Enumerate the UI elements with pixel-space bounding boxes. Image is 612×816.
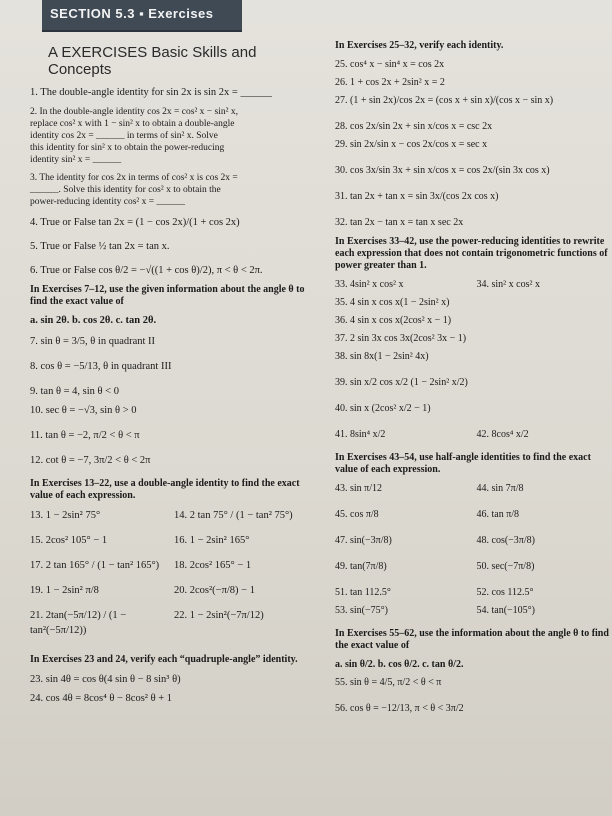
exercise-2-line: identity cos 2x = ______ in terms of sin² x. Solve: [30, 131, 218, 141]
exercise-6: 6. True or False cos θ/2 = −√((1 + cos θ)/2), π < θ < 2π.: [30, 265, 263, 276]
exercise-16: 16. 1 − 2sin² 165°: [174, 535, 250, 546]
exercises-heading: A EXERCISES Basic Skills and Concepts: [48, 44, 257, 78]
exercise-51: 51. tan 112.5°: [335, 587, 391, 598]
exercise-17: 17. 2 tan 165° / (1 − tan² 165°): [30, 560, 160, 571]
exercise-39: 39. sin x/2 cos x/2 (1 − 2sin² x/2): [335, 377, 468, 388]
exercise-22: 22. 1 − 2sin²(−7π/12): [174, 610, 264, 621]
exercise-40: 40. sin x (2cos² x/2 − 1): [335, 403, 431, 414]
left-column: [30, 44, 310, 710]
exercise-43: 43. sin π/12: [335, 483, 382, 494]
exercise-38: 38. sin 8x(1 − 2sin² 4x): [335, 351, 429, 362]
exercise-45: 45. cos π/8: [335, 509, 379, 520]
exercise-28: 28. cos 2x/sin 2x + sin x/cos x = csc 2x: [335, 121, 493, 132]
instructions-23-24: In Exercises 23 and 24, verify each “quadruple-angle” identity.: [30, 654, 298, 665]
exercise-27: 27. (1 + sin 2x)/cos 2x = (cos x + sin x)/(cos x − sin x): [335, 95, 554, 106]
instructions-25-32: In Exercises 25–32, verify each identity.: [335, 40, 504, 51]
exercise-30: 30. cos 3x/sin 3x + sin x/cos x = cos 2x/(sin 3x cos x): [335, 165, 550, 176]
exercise-3-line: 3. The identity for cos 2x in terms of cos² x is cos 2x =: [30, 173, 238, 183]
exercise-50: 50. sec(−7π/8): [476, 561, 535, 572]
exercise-21: 21. 2tan(−5π/12) / (1 − tan²(−5π/12)): [30, 610, 127, 636]
parts-abc-right: a. sin θ/2. b. cos θ/2. c. tan θ/2.: [335, 659, 464, 670]
exercise-14: 14. 2 tan 75° / (1 − tan² 75°): [174, 510, 293, 521]
exercise-13: 13. 1 − 2sin² 75°: [30, 510, 101, 521]
exercise-15: 15. 2cos² 105° − 1: [30, 535, 108, 546]
exercise-31: 31. tan 2x + tan x = sin 3x/(cos 2x cos x): [335, 191, 499, 202]
exercise-2-line: replace cos² x with 1 − sin² x to obtain a double-angle: [30, 119, 235, 129]
exercise-53: 53. sin(−75°): [335, 605, 388, 616]
exercise-41: 41. 8sin⁴ x/2: [335, 429, 386, 440]
exercise-37: 37. 2 sin 3x cos 3x(2cos² 3x − 1): [335, 333, 467, 344]
exercise-54: 54. tan(−105°): [476, 605, 536, 616]
exercise-1: 1. The double-angle identity for sin 2x is sin 2x = ______: [30, 87, 272, 98]
exercise-32: 32. tan 2x − tan x = tan x sec 2x: [335, 217, 464, 228]
right-column: [335, 40, 610, 720]
exercise-20: 20. 2cos²(−π/8) − 1: [174, 585, 255, 596]
section-header: SECTION 5.3 ▪ Exercises: [50, 6, 214, 21]
exercise-46: 46. tan π/8: [476, 509, 520, 520]
exercise-42: 42. 8cos⁴ x/2: [476, 429, 529, 440]
exercise-12: 12. cot θ = −7, 3π/2 < θ < 2π: [30, 455, 151, 466]
exercise-49: 49. tan(7π/8): [335, 561, 387, 572]
exercise-26: 26. 1 + cos 2x + 2sin² x = 2: [335, 77, 445, 88]
exercise-48: 48. cos(−3π/8): [476, 535, 535, 546]
instructions-13-22: In Exercises 13–22, use a double-angle identity to find the exact value of each expression.: [30, 478, 300, 501]
parts-abc: a. sin 2θ. b. cos 2θ. c. tan 2θ.: [30, 315, 157, 326]
exercise-2: [30, 106, 310, 166]
exercise-10: 10. sec θ = −√3, sin θ > 0: [30, 405, 137, 416]
exercise-3-line: power-reducing identity cos² x = ______: [30, 197, 185, 207]
exercise-7: 7. sin θ = 3/5, θ in quadrant II: [30, 336, 156, 347]
exercise-29: 29. sin 2x/sin x − cos 2x/cos x = sec x: [335, 139, 488, 150]
exercises-13-22: [30, 508, 310, 648]
instructions-43-54: In Exercises 43–54, use half-angle identities to find the exact value of each expression.: [335, 452, 591, 475]
exercise-47: 47. sin(−3π/8): [335, 535, 392, 546]
instructions-33-42: In Exercises 33–42, use the power-reducing identities to rewrite each expression that does not contain trigonometric functions of power greater than 1.: [335, 236, 608, 271]
exercise-56: 56. cos θ = −12/13, π < θ < 3π/2: [335, 703, 464, 714]
exercise-3: [30, 172, 310, 208]
exercise-24: 24. cos 4θ = 8cos⁴ θ − 8cos² θ + 1: [30, 693, 173, 704]
exercise-2-line: identity sin² x = ______: [30, 155, 122, 165]
exercise-5: 5. True or False ½ tan 2x = tan x.: [30, 241, 170, 252]
exercise-9: 9. tan θ = 4, sin θ < 0: [30, 386, 119, 397]
exercise-33: 33. 4sin² x cos² x: [335, 279, 404, 290]
exercise-36: 36. 4 sin x cos x(2cos² x − 1): [335, 315, 452, 326]
exercises-43-54: [335, 482, 610, 622]
exercise-2-line: this identity for sin² x to obtain the power-reducing: [30, 143, 225, 153]
exercises-33-34: [335, 278, 610, 296]
exercise-11: 11. tan θ = −2, π/2 < θ < π: [30, 430, 140, 441]
instructions-55-62: In Exercises 55–62, use the information about the angle θ to find the exact value of: [335, 628, 609, 651]
exercise-19: 19. 1 − 2sin² π/8: [30, 585, 99, 596]
exercise-8: 8. cos θ = −5/13, θ in quadrant III: [30, 361, 172, 372]
exercises-41-42: [335, 428, 610, 446]
exercise-2-line: 2. In the double-angle identity cos 2x = cos² x − sin² x,: [30, 107, 238, 117]
exercise-3-line: ______. Solve this identity for cos² x to obtain the: [30, 185, 221, 195]
exercise-35: 35. 4 sin x cos x(1 − 2sin² x): [335, 297, 450, 308]
exercise-4: 4. True or False tan 2x = (1 − cos 2x)/(1 + cos 2x): [30, 217, 240, 228]
exercise-25: 25. cos⁴ x − sin⁴ x = cos 2x: [335, 59, 445, 70]
instructions-7-12: In Exercises 7–12, use the given information about the angle θ to find the exact value of: [30, 284, 305, 307]
exercise-23: 23. sin 4θ = cos θ(4 sin θ − 8 sin³ θ): [30, 674, 181, 685]
exercise-55: 55. sin θ = 4/5, π/2 < θ < π: [335, 677, 442, 688]
exercise-34: 34. sin² x cos² x: [476, 279, 540, 290]
exercise-44: 44. sin 7π/8: [476, 483, 524, 494]
exercise-18: 18. 2cos² 165° − 1: [174, 560, 252, 571]
exercise-52: 52. cos 112.5°: [476, 587, 534, 598]
